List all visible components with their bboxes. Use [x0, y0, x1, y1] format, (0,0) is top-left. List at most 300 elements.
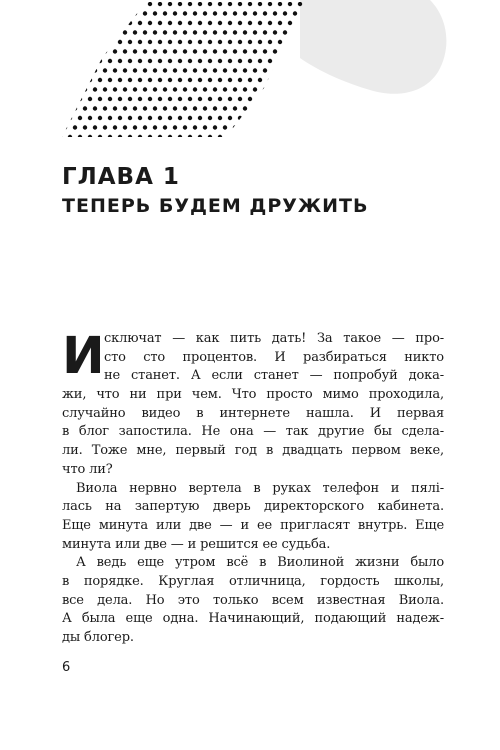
halftone-dot [188, 40, 192, 44]
halftone-dot [273, 30, 277, 34]
halftone-dot [203, 106, 207, 110]
halftone-dot [123, 30, 127, 34]
halftone-dot [108, 116, 112, 120]
halftone-dot [98, 59, 102, 63]
halftone-dot [118, 97, 122, 101]
halftone-dot [108, 97, 112, 101]
halftone-dot [58, 135, 62, 139]
halftone-dot [98, 116, 102, 120]
halftone-dot [218, 2, 222, 6]
halftone-dot [208, 97, 212, 101]
halftone-dot [268, 21, 272, 25]
halftone-dot [198, 21, 202, 25]
halftone-dot [298, 135, 302, 139]
halftone-dot [153, 11, 157, 15]
halftone-dot [173, 30, 177, 34]
halftone-dot [63, 11, 67, 15]
text-line: Виола нервно вертела в руках телефон и пялі- [76, 480, 444, 496]
halftone-dot [133, 68, 137, 72]
halftone-dot [198, 97, 202, 101]
halftone-dot [133, 30, 137, 34]
halftone-dot [148, 78, 152, 82]
halftone-dot [143, 11, 147, 15]
text-line: в блог запостила. Не она — так другие бы сдела- [62, 424, 444, 440]
dotted-blob-decoration [0, 0, 500, 160]
chapter-number: ГЛАВА 1 [62, 164, 180, 190]
halftone-dot [218, 40, 222, 44]
halftone-dot [188, 78, 192, 82]
halftone-dot [288, 135, 292, 139]
halftone-dot [128, 116, 132, 120]
halftone-dot [173, 87, 177, 91]
halftone-dot [113, 11, 117, 15]
halftone-dot [218, 78, 222, 82]
halftone-dot [213, 49, 217, 53]
halftone-dot [218, 21, 222, 25]
halftone-dot [218, 59, 222, 63]
text-line: все дела. Но это только всем известная Виола. [62, 592, 444, 608]
halftone-dot [253, 68, 257, 72]
halftone-dot [113, 30, 117, 34]
halftone-dot [88, 21, 92, 25]
halftone-dot [83, 30, 87, 34]
halftone-dot [133, 125, 137, 129]
halftone-dot [93, 87, 97, 91]
halftone-dot [203, 87, 207, 91]
halftone-dot [128, 59, 132, 63]
halftone-dot [183, 49, 187, 53]
halftone-dot [163, 106, 167, 110]
halftone-dot [298, 97, 302, 101]
halftone-dot [113, 87, 117, 91]
halftone-dot [268, 40, 272, 44]
halftone-dot [198, 78, 202, 82]
halftone-dot [258, 135, 262, 139]
halftone-dot [158, 116, 162, 120]
halftone-dot [133, 106, 137, 110]
text-line: сто сто процентов. И разбираться никто [104, 349, 444, 365]
halftone-dot [88, 59, 92, 63]
halftone-dot [243, 125, 247, 129]
halftone-dot [93, 68, 97, 72]
halftone-dot [233, 87, 237, 91]
text-line: минута или две — и решится ее судьба. [62, 536, 331, 552]
halftone-dot [153, 87, 157, 91]
halftone-dot [248, 40, 252, 44]
halftone-dot [158, 135, 162, 139]
halftone-dot [263, 49, 267, 53]
halftone-dot [223, 106, 227, 110]
halftone-dot [248, 78, 252, 82]
halftone-dot [133, 11, 137, 15]
text-line: ли. Тоже мне, первый год в двадцать первом веке, [62, 443, 444, 459]
halftone-dot [168, 78, 172, 82]
halftone-dot [268, 97, 272, 101]
halftone-dot [93, 30, 97, 34]
halftone-dot [158, 78, 162, 82]
halftone-dot [248, 21, 252, 25]
halftone-dot [68, 21, 72, 25]
halftone-dot [103, 106, 107, 110]
halftone-dot [183, 87, 187, 91]
halftone-dot [218, 135, 222, 139]
halftone-dot [173, 125, 177, 129]
halftone-dot [233, 68, 237, 72]
halftone-dot [223, 87, 227, 91]
halftone-dot [273, 125, 277, 129]
halftone-dot [78, 135, 82, 139]
text-line: в порядке. Круглая отличница, гордость школы, [62, 573, 444, 589]
halftone-dot [178, 21, 182, 25]
halftone-dot [243, 106, 247, 110]
halftone-dot [148, 116, 152, 120]
halftone-dot [88, 97, 92, 101]
halftone-dot [183, 11, 187, 15]
halftone-dot [293, 68, 297, 72]
halftone-dot [258, 21, 262, 25]
halftone-dot [138, 21, 142, 25]
halftone-dot [88, 116, 92, 120]
halftone-dot [58, 97, 62, 101]
halftone-dot [263, 87, 267, 91]
halftone-dot [268, 116, 272, 120]
halftone-dot [263, 106, 267, 110]
halftone-dot [148, 21, 152, 25]
page-number: 6 [62, 660, 71, 675]
halftone-dot [273, 49, 277, 53]
halftone-dot [268, 2, 272, 6]
halftone-dot [233, 11, 237, 15]
halftone-dot [173, 106, 177, 110]
halftone-dot [203, 30, 207, 34]
halftone-dot [278, 59, 282, 63]
halftone-dot [73, 30, 77, 34]
halftone-dot [58, 2, 62, 6]
halftone-dot [63, 87, 67, 91]
halftone-dot [118, 21, 122, 25]
halftone-dot [208, 135, 212, 139]
halftone-dot [98, 21, 102, 25]
chapter-body-text [62, 327, 444, 648]
halftone-dot [288, 2, 292, 6]
halftone-dot [123, 87, 127, 91]
halftone-dot [173, 68, 177, 72]
halftone-dot [168, 97, 172, 101]
chapter-title: ТЕПЕРЬ БУДЕМ ДРУЖИТЬ [62, 195, 369, 217]
halftone-dot [108, 21, 112, 25]
halftone-dot [203, 125, 207, 129]
halftone-dot [158, 2, 162, 6]
halftone-dot [68, 2, 72, 6]
halftone-dot [243, 49, 247, 53]
halftone-dot [178, 135, 182, 139]
halftone-dot [188, 2, 192, 6]
halftone-dot [143, 68, 147, 72]
halftone-dot [198, 59, 202, 63]
halftone-dot [148, 135, 152, 139]
halftone-dot [183, 106, 187, 110]
halftone-dot [83, 106, 87, 110]
halftone-dot [163, 49, 167, 53]
halftone-dot [178, 78, 182, 82]
halftone-dot [293, 49, 297, 53]
halftone-dot [293, 87, 297, 91]
halftone-dot [288, 21, 292, 25]
halftone-dot [158, 21, 162, 25]
halftone-dot [278, 135, 282, 139]
halftone-dot [173, 49, 177, 53]
halftone-dot [268, 59, 272, 63]
halftone-dot [208, 21, 212, 25]
halftone-dot [198, 40, 202, 44]
halftone-dot [223, 68, 227, 72]
halftone-dot [248, 97, 252, 101]
halftone-dot [123, 11, 127, 15]
halftone-dot [248, 59, 252, 63]
halftone-dot [173, 11, 177, 15]
halftone-dot [283, 30, 287, 34]
halftone-dot [68, 97, 72, 101]
halftone-dot [243, 11, 247, 15]
halftone-dot [103, 30, 107, 34]
halftone-dot [118, 116, 122, 120]
halftone-dot [293, 11, 297, 15]
halftone-dot [68, 78, 72, 82]
halftone-dot [108, 59, 112, 63]
halftone-dot [128, 97, 132, 101]
halftone-dot [233, 49, 237, 53]
halftone-dot [188, 97, 192, 101]
halftone-dot [158, 40, 162, 44]
halftone-dot [273, 87, 277, 91]
halftone-dot [303, 87, 307, 91]
text-line: ды блогер. [62, 630, 134, 645]
halftone-dot [58, 59, 62, 63]
halftone-dot [73, 106, 77, 110]
halftone-dot [103, 125, 107, 129]
halftone-dot [283, 87, 287, 91]
halftone-dot [163, 30, 167, 34]
halftone-dot [148, 97, 152, 101]
halftone-dot [93, 106, 97, 110]
halftone-dot [233, 106, 237, 110]
halftone-dot [283, 106, 287, 110]
halftone-dot [138, 40, 142, 44]
halftone-dot [168, 21, 172, 25]
halftone-dot [128, 21, 132, 25]
halftone-dot [118, 2, 122, 6]
halftone-dot [178, 40, 182, 44]
halftone-dot [183, 125, 187, 129]
halftone-dot [298, 2, 302, 6]
halftone-dot [258, 116, 262, 120]
halftone-dot [83, 125, 87, 129]
halftone-dot [128, 78, 132, 82]
gray-blob-shape [300, 0, 446, 94]
halftone-dot [83, 49, 87, 53]
halftone-dot [138, 2, 142, 6]
halftone-dot [273, 106, 277, 110]
halftone-dot [133, 49, 137, 53]
halftone-dot [168, 116, 172, 120]
halftone-dot [213, 125, 217, 129]
halftone-dot [103, 68, 107, 72]
halftone-dot [163, 125, 167, 129]
halftone-dot [213, 68, 217, 72]
halftone-dot [113, 68, 117, 72]
halftone-dot [258, 2, 262, 6]
halftone-dot [188, 21, 192, 25]
text-line: случайно видео в интернете нашла. И первая [62, 405, 444, 421]
halftone-dot [288, 116, 292, 120]
halftone-dot [178, 97, 182, 101]
halftone-dot [78, 59, 82, 63]
halftone-dot [73, 87, 77, 91]
halftone-dot [153, 30, 157, 34]
halftone-dot [73, 125, 77, 129]
halftone-dot [278, 78, 282, 82]
halftone-dot [108, 40, 112, 44]
halftone-dot [148, 40, 152, 44]
halftone-dot [178, 116, 182, 120]
halftone-dot [183, 68, 187, 72]
halftone-dot [63, 125, 67, 129]
halftone-dot [88, 135, 92, 139]
halftone-dot [143, 30, 147, 34]
halftone-dot [168, 59, 172, 63]
halftone-dot [73, 49, 77, 53]
halftone-dot [83, 11, 87, 15]
halftone-dot [113, 125, 117, 129]
halftone-dot [233, 30, 237, 34]
halftone-dot [188, 116, 192, 120]
halftone-dot [148, 2, 152, 6]
halftone-dot [143, 87, 147, 91]
halftone-dot [223, 125, 227, 129]
halftone-dot [153, 125, 157, 129]
halftone-dot [213, 30, 217, 34]
halftone-dot [103, 49, 107, 53]
halftone-dot [243, 68, 247, 72]
halftone-dot [128, 40, 132, 44]
halftone-dot [178, 59, 182, 63]
halftone-dot [228, 78, 232, 82]
halftone-dot [78, 78, 82, 82]
halftone-dot [293, 30, 297, 34]
halftone-dot [253, 106, 257, 110]
halftone-dot [193, 106, 197, 110]
halftone-dot [58, 40, 62, 44]
text-line: жи, что ни при чем. Что просто мимо проходила, [62, 387, 444, 403]
halftone-dot [258, 59, 262, 63]
halftone-dot [158, 97, 162, 101]
halftone-dot [113, 49, 117, 53]
halftone-dot [138, 116, 142, 120]
halftone-dot [263, 11, 267, 15]
halftone-dot [228, 40, 232, 44]
halftone-dot [238, 97, 242, 101]
halftone-dot [73, 68, 77, 72]
halftone-dot [218, 97, 222, 101]
text-line: сключат — как пить дать! За такое — про- [104, 331, 444, 346]
halftone-dot [168, 135, 172, 139]
halftone-dot [208, 2, 212, 6]
halftone-dot [228, 97, 232, 101]
halftone-dot [58, 21, 62, 25]
halftone-dot [283, 68, 287, 72]
halftone-dot [208, 116, 212, 120]
text-line: что ли? [62, 461, 113, 477]
halftone-dot [63, 30, 67, 34]
halftone-dot [138, 135, 142, 139]
halftone-dot [213, 87, 217, 91]
halftone-dot [283, 11, 287, 15]
halftone-dot [83, 68, 87, 72]
halftone-dot [278, 97, 282, 101]
halftone-dot [93, 125, 97, 129]
halftone-dot [208, 40, 212, 44]
halftone-dot [88, 2, 92, 6]
halftone-dot [168, 40, 172, 44]
halftone-dot [123, 49, 127, 53]
halftone-dot [193, 49, 197, 53]
halftone-dot [78, 2, 82, 6]
halftone-dot [223, 49, 227, 53]
halftone-dot [83, 87, 87, 91]
halftone-dot [303, 125, 307, 129]
text-line: лась на запертую дверь директорского кабинета. [62, 499, 444, 515]
halftone-dot [88, 40, 92, 44]
halftone-dot [123, 68, 127, 72]
halftone-dot [293, 125, 297, 129]
halftone-dot [143, 49, 147, 53]
halftone-dot [153, 68, 157, 72]
halftone-dot [248, 2, 252, 6]
halftone-dot [203, 11, 207, 15]
halftone-dot [198, 135, 202, 139]
halftone-dot [198, 2, 202, 6]
halftone-dot [63, 49, 67, 53]
halftone-dot [73, 11, 77, 15]
halftone-dot [118, 59, 122, 63]
halftone-dot [198, 116, 202, 120]
halftone-dot [248, 116, 252, 120]
halftone-dot [298, 78, 302, 82]
halftone-dot [288, 78, 292, 82]
halftone-dot [273, 68, 277, 72]
halftone-dot [238, 78, 242, 82]
halftone-dot [283, 49, 287, 53]
halftone-dot [138, 97, 142, 101]
halftone-dot [278, 116, 282, 120]
halftone-dot [288, 40, 292, 44]
halftone-dot [78, 116, 82, 120]
halftone-dot [123, 125, 127, 129]
halftone-dot [258, 97, 262, 101]
halftone-dot [63, 68, 67, 72]
halftone-dot [288, 97, 292, 101]
halftone-dot [238, 116, 242, 120]
halftone-dot [193, 68, 197, 72]
halftone-dot [303, 68, 307, 72]
halftone-dot [298, 59, 302, 63]
halftone-dot [213, 11, 217, 15]
halftone-dot [133, 87, 137, 91]
halftone-dot [228, 2, 232, 6]
halftone-dot [243, 87, 247, 91]
halftone-dot [208, 59, 212, 63]
halftone-dot [303, 106, 307, 110]
